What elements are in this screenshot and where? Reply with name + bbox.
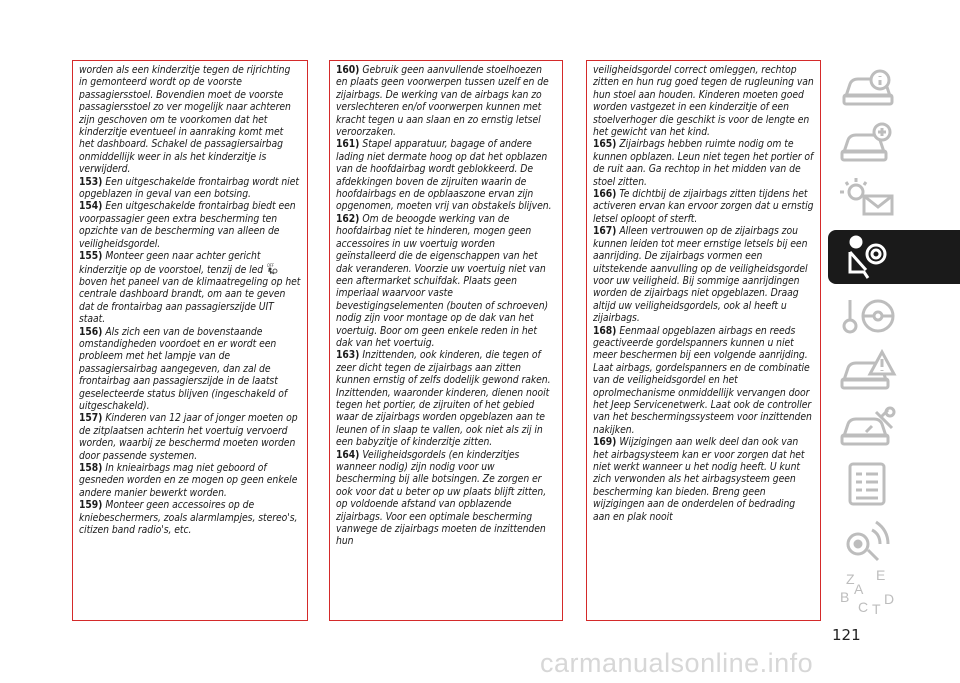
paragraph-text: Stapel apparatuur, bagage of andere lading niet dermate hoog op dat het opblazen van de hoofdairbag wordt geblokkeerd. De afdekkingen boven de zijruiten waarin de hoofdairbags en de opblaaszone ervan zijn opgenomen, moeten vrij van obstakels blijven. — [336, 138, 552, 213]
svg-text:T: T — [872, 601, 881, 617]
paragraph — [79, 250, 301, 325]
note-number: 167) — [593, 225, 617, 238]
paragraph — [79, 412, 301, 462]
paragraph — [79, 462, 301, 499]
paragraph — [336, 213, 556, 349]
index-alphabet-icon — [836, 568, 900, 622]
paragraph-text: Kinderen van 12 jaar of jonger moeten op de zitplaatsen achterin het voertuig vervoerd worden, waarbij ze beschermd moeten worden door passende systemen. — [79, 412, 298, 462]
airbag-seatbelt-icon — [836, 232, 900, 282]
paragraph-text: worden als een kinderzitje tegen de rijrichting in gemonteerd wordt op de voorste passagiersstoel. Bovendien moet de voorste passagiersstoel zo ver mogelijk naar achteren zijn geschoven om te voorkomen dat het kinderzitje eventueel in aanraking komt met het dashboard. Schakel de passagiersairbag onmiddellijk weer in als het kinderzitje is verwijderd. — [79, 64, 291, 176]
tab-starting-driving[interactable] — [828, 288, 960, 342]
note-number: 161) — [336, 138, 360, 151]
note-number: 160) — [336, 64, 360, 76]
svg-text:OFF: OFF — [267, 262, 274, 268]
paragraph-text: Een uitgeschakelde frontairbag biedt een voorpassagier geen extra bescherming ten opzichte van de bescherming van alleen de veiligheidsgordel. — [79, 200, 296, 250]
svg-text:Z: Z — [846, 571, 855, 587]
lights-warning-icon — [836, 174, 900, 224]
paragraph-text: Alleen vertrouwen op de zijairbags zou kunnen leiden tot meer ernstige letsels bij een aanrijding. De zijairbags vormen een uitstekende aanvulling op de veiligheidsgordel voor uw veiligheid. Bij sommige aanrijdingen worden de zijairbags niet opgeblazen. Draag altijd uw veiligheidsgordels, ook al heeft u zijairbags. — [593, 225, 808, 325]
paragraph-text: veiligheidsgordel correct omleggen, rechtop zitten en hun rug goed tegen de rugleuning van hun stoel aan houden. Kinderen moeten goed worden vastgezet in een kinderzitje of een stoelverhoger die geschikt is voor de lengte en het gewicht van het kind. — [593, 64, 814, 139]
technical-data-icon — [836, 458, 900, 508]
tab-maintenance[interactable] — [828, 400, 960, 454]
tab-safety[interactable] — [828, 230, 960, 284]
note-number: 153) — [79, 175, 103, 188]
watermark-text: carmanualsonline.info — [540, 648, 814, 678]
paragraph-text: Om de beoogde werking van de hoofdairbag niet te hinderen, mogen geen accessoires in uw voertuig worden geïnstalleerd die de eigenschappen van het dak veranderen. Voorzie uw voertuig niet van een aftermarket schuifdak. Plaats geen imperiaal waarvoor vaste bevestigingselementen (bouten of schroeven) nodig zijn voor montage op de dak van het voertuig. Boor om geen enkele reden in het dak van het voertuig. — [336, 212, 549, 349]
chapter-tabs — [828, 60, 960, 621]
tab-index[interactable] — [828, 566, 960, 620]
note-number: 162) — [336, 212, 360, 225]
paragraph — [336, 349, 556, 448]
paragraph-text: Veiligheidsgordels (en kinderzitjes wanneer nodig) zijn nodig voor uw bescherming bij alle botsingen. Ze zorgen er ook voor dat u beter op uw plaats blijft zitten, op voldoende afstand van opblazende zijairbags. Voor een optimale bescherming vanwege de zijairbags moeten de inzittenden hun — [336, 448, 547, 548]
paragraph — [593, 325, 814, 437]
note-number: 159) — [79, 499, 103, 512]
paragraph — [79, 64, 301, 176]
paragraph — [336, 449, 556, 548]
paragraph-text: Monteer geen accessoires op de kniebeschermers, zoals alarmlampjes, stereo's, citizen band radio's, etc. — [79, 499, 298, 537]
note-number: 165) — [593, 138, 617, 151]
tab-car-info[interactable] — [828, 60, 960, 114]
note-number: 163) — [336, 349, 360, 362]
paragraph — [336, 64, 556, 138]
text-column-3 — [586, 60, 821, 621]
svg-text:C: C — [858, 599, 869, 615]
emergency-triangle-icon — [836, 346, 900, 396]
svg-text:D: D — [884, 591, 895, 607]
paragraph-text-continued: boven het paneel van de klimaatregeling op het centrale dashboard brandt, om aan te geven dat de frontairbag aan passagierszijde UIT staat. — [79, 275, 301, 326]
maintenance-tools-icon — [836, 402, 900, 452]
paragraph — [79, 326, 301, 413]
tab-car-controls[interactable] — [828, 116, 960, 170]
tab-emergency[interactable] — [828, 344, 960, 398]
paragraph — [593, 64, 814, 138]
svg-text:A: A — [854, 581, 864, 597]
paragraph — [593, 138, 814, 188]
text-column-2 — [329, 60, 563, 621]
svg-text:B: B — [840, 589, 850, 605]
paragraph-text: In knieairbags mag niet geboord of gesneden worden en ze mogen op geen enkele andere manier bewerkt worden. — [79, 462, 298, 499]
car-controls-icon — [836, 118, 900, 168]
paragraph-text: Een uitgeschakelde frontairbag wordt niet opgeblazen in geval van een botsing. — [79, 175, 299, 201]
note-number: 168) — [593, 324, 617, 337]
tab-technical-data[interactable] — [828, 456, 960, 510]
note-number: 155) — [79, 250, 103, 263]
svg-text:E: E — [876, 568, 886, 583]
page-number: 121 — [832, 626, 861, 644]
note-number: 158) — [79, 462, 103, 474]
tab-multimedia[interactable] — [828, 512, 960, 566]
car-info-icon — [836, 62, 900, 112]
note-number: 154) — [79, 200, 103, 213]
note-number: 164) — [336, 448, 360, 461]
text-column-1 — [72, 60, 308, 621]
paragraph — [79, 176, 301, 201]
paragraph-text: Eenmaal opgeblazen airbags en reeds geactiveerde gordelspanners kunnen u niet meer beschermen bij een volgende aanrijding. Laat airbags, gordelspanners en de combinatie van de veiligheidsgordel en het oprolmechanisme onmiddellijk vervangen door het Jeep Servicenetwerk. Laat ook de controller van het beschermingssysteem voor inzittenden nakijken. — [593, 324, 812, 436]
multimedia-icon — [836, 514, 900, 564]
tab-lights-warning[interactable] — [828, 172, 960, 226]
paragraph-text: Inzittenden, ook kinderen, die tegen of zeer dicht tegen de zijairbags aan zitten kunnen ernstig of zelfs dodelijk gewond raken. Inzittenden, waaronder kinderen, dienen nooit tegen het portier, de zijruiten of het gebied waar de zijairbags worden opgeblazen aan te leunen of in slaap te vallen, ook niet als zij in een babyzitje of kinderzitje zitten. — [336, 349, 551, 449]
paragraph-text: Zijairbags hebben ruimte nodig om te kunnen opblazen. Leun niet tegen het portier of de ruit aan. Ga rechtop in het midden van de stoel zitten. — [593, 138, 814, 188]
paragraph — [79, 499, 301, 536]
note-number: 157) — [79, 412, 103, 425]
paragraph-text: Wijzigingen aan welk deel dan ook van het airbagsysteem kan er voor zorgen dat het niet werkt wanneer u het nodig heeft. U kunt zich verwonden als het airbagsysteem geen bescherming kan bieden. Breng geen wijzigingen aan de onderdelen of bedrading aan en plak nooit — [593, 436, 805, 523]
paragraph — [593, 436, 814, 523]
airbag-off-icon — [265, 263, 279, 275]
note-number: 166) — [593, 188, 617, 201]
paragraph — [336, 138, 556, 212]
paragraph — [79, 200, 301, 250]
starting-driving-icon — [836, 290, 900, 340]
paragraph-text: Monteer geen naar achter gericht kinderzitje op de voorstoel, tenzij de led — [79, 250, 264, 276]
note-number: 156) — [79, 325, 103, 338]
paragraph-text: Te dichtbij de zijairbags zitten tijdens het activeren ervan kan ervoor zorgen dat u ernstig letsel oploopt of sterft. — [593, 188, 814, 225]
paragraph-text: Gebruik geen aanvullende stoelhoezen en plaats geen voorwerpen tussen uzelf en de zijairbags. De werking van de airbags kan zo verslechteren en/of voorwerpen kunnen met kracht tegen u aan slaan en zo ernstig letsel veroorzaken. — [336, 64, 549, 139]
paragraph-text: Als zich een van de bovenstaande omstandigheden voordoet en er wordt een probleem met het lampje van de passagiersairbag aangegeven, dan zal de frontairbag aan passagierszijde in de laatst geselecteerde status blijven (ingeschakeld of uitgeschakeld). — [79, 325, 288, 412]
paragraph — [593, 188, 814, 225]
paragraph — [593, 225, 814, 324]
note-number: 169) — [593, 436, 617, 449]
